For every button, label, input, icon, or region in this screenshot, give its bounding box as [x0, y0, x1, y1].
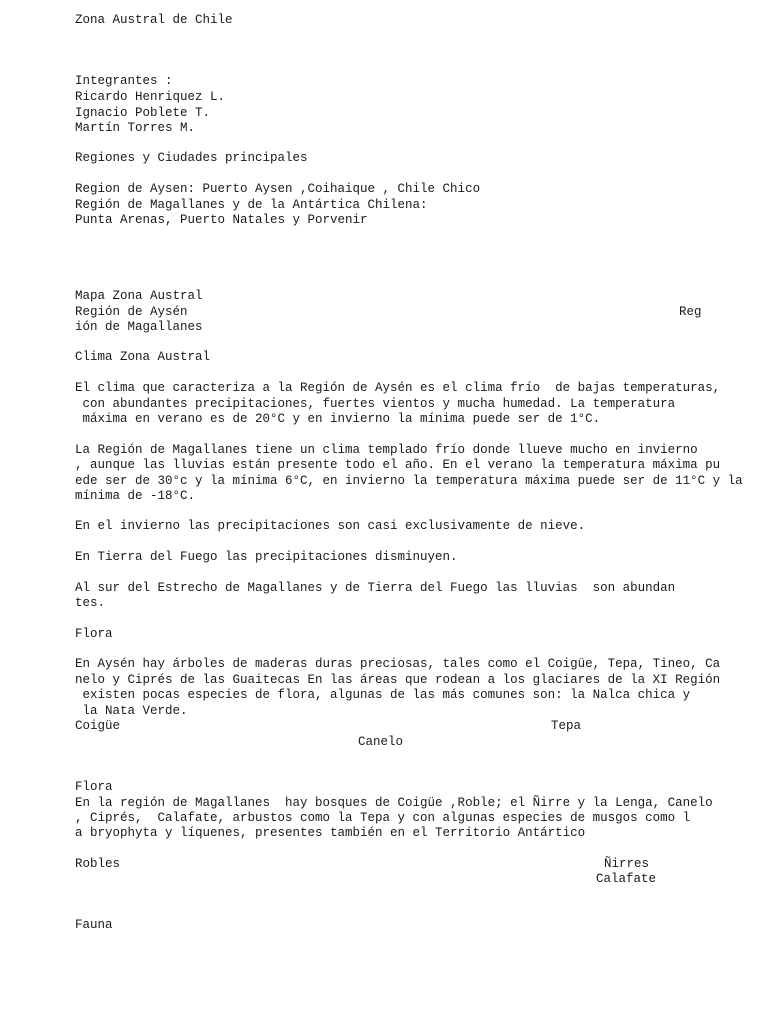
regions-line: Punta Arenas, Puerto Natales y Porvenir: [75, 213, 368, 227]
flora-paragraph-line: a bryophyta y líquenes, presentes también en el Territorio Antártico: [75, 826, 586, 840]
climate-paragraph-line: El clima que caracteriza a la Región de Aysén es el clima frío de bajas temperaturas,: [75, 381, 721, 395]
flora-paragraph-line: nelo y Ciprés de las Guaitecas En las áreas que rodean a los glaciares de la XI Región: [75, 673, 721, 687]
caption-nirres: Ñirres: [604, 857, 650, 871]
climate-paragraph-line: tes.: [75, 596, 106, 610]
member-name: Ignacio Poblete T.: [75, 106, 211, 120]
climate-paragraph-line: En Tierra del Fuego las precipitaciones disminuyen.: [75, 550, 458, 564]
flora-paragraph-line: En Aysén hay árboles de maderas duras preciosas, tales como el Coigüe, Tepa, Tineo, Ca: [75, 657, 721, 671]
map-caption-magallanes-end: ión de Magallanes: [75, 320, 203, 334]
caption-robles: Robles: [75, 857, 121, 871]
caption-canelo: Canelo: [358, 735, 404, 749]
regions-heading: Regiones y Ciudades principales: [75, 151, 308, 165]
regions-line: Región de Magallanes y de la Antártica Chilena:: [75, 198, 428, 212]
flora-paragraph-line: , Ciprés, Calafate, arbustos como la Tepa y con algunas especies de musgos como l: [75, 811, 691, 825]
member-name: Ricardo Henriquez L.: [75, 90, 226, 104]
climate-paragraph-line: En el invierno las precipitaciones son casi exclusivamente de nieve.: [75, 519, 586, 533]
caption-coigue: Coigüe: [75, 719, 121, 733]
map-caption-aysen: Región de Aysén: [75, 305, 188, 319]
climate-paragraph-line: ede ser de 30°c y la mínima 6°C, en invierno la temperatura máxima puede ser de 11°C y la: [75, 474, 743, 488]
caption-calafate: Calafate: [596, 872, 657, 886]
caption-tepa: Tepa: [551, 719, 582, 733]
climate-paragraph-line: con abundantes precipitaciones, fuertes vientos y mucha humedad. La temperatura: [75, 397, 676, 411]
flora-paragraph-line: En la región de Magallanes hay bosques de Coigüe ,Roble; el Ñirre y la Lenga, Canelo: [75, 796, 713, 810]
map-heading: Mapa Zona Austral: [75, 289, 203, 303]
climate-paragraph-line: , aunque las lluvias están presente todo el año. En el verano la temperatura máxima pu: [75, 458, 721, 472]
flora-paragraph-line: la Nata Verde.: [75, 704, 188, 718]
climate-paragraph-line: mínima de -18°C.: [75, 489, 196, 503]
member-name: Martín Torres M.: [75, 121, 196, 135]
climate-heading: Clima Zona Austral: [75, 350, 211, 364]
map-caption-magallanes-start: Reg: [679, 305, 702, 319]
flora-paragraph-line: existen pocas especies de flora, algunas de las más comunes son: la Nalca chica y: [75, 688, 691, 702]
document-title: Zona Austral de Chile: [75, 13, 233, 27]
climate-paragraph-line: La Región de Magallanes tiene un clima templado frío donde llueve mucho en invierno: [75, 443, 698, 457]
flora-heading: Flora: [75, 627, 113, 641]
members-heading: Integrantes :: [75, 74, 173, 88]
climate-paragraph-line: máxima en verano es de 20°C y en invierno la mínima puede ser de 1°C.: [75, 412, 601, 426]
climate-paragraph-line: Al sur del Estrecho de Magallanes y de Tierra del Fuego las lluvias son abundan: [75, 581, 676, 595]
regions-line: Region de Aysen: Puerto Aysen ,Coihaique , Chile Chico: [75, 182, 481, 196]
fauna-heading: Fauna: [75, 918, 113, 932]
flora-heading: Flora: [75, 780, 113, 794]
